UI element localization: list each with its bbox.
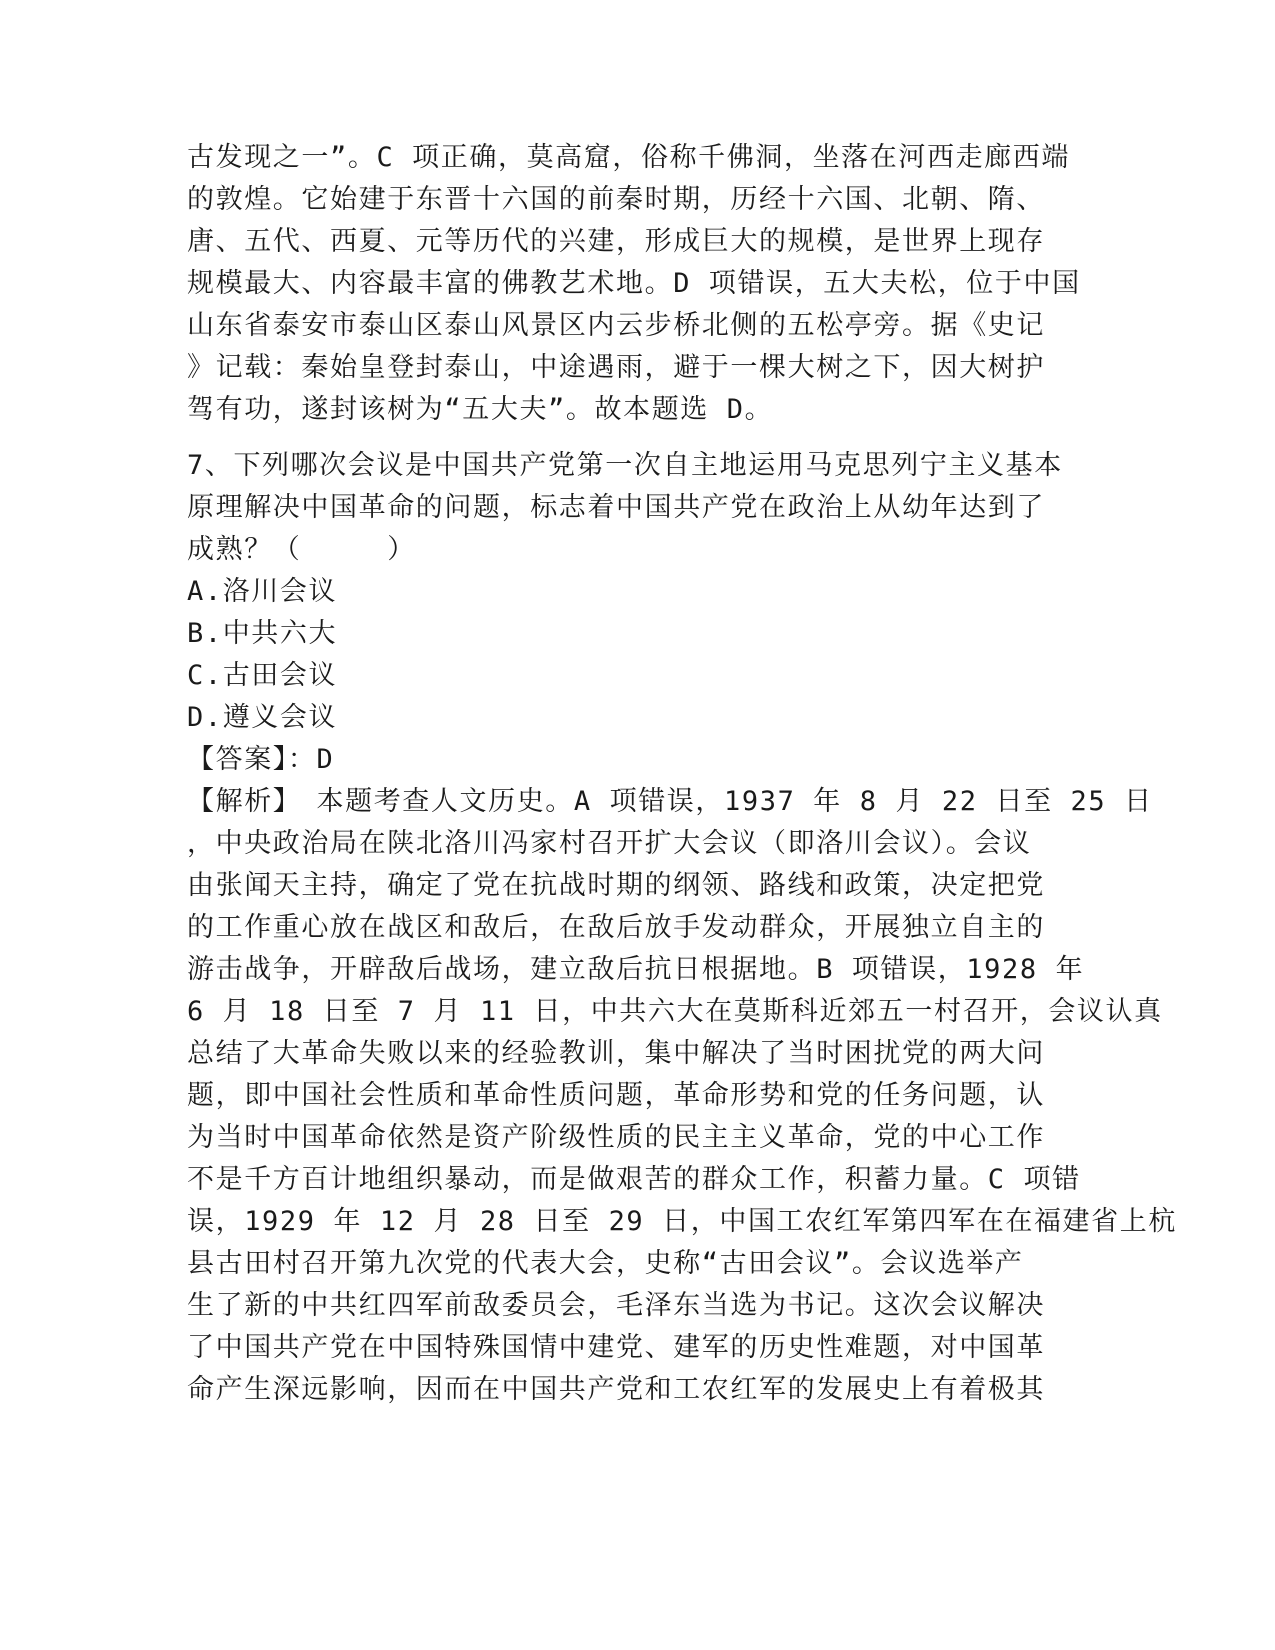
analysis-line: 为当时中国革命依然是资产阶级性质的民主主义革命，党的中心工作 <box>187 1122 1045 1153</box>
continuation-line: 驾有功，遂封该树为“五大夫”。故本题选 D。 <box>187 394 774 425</box>
analysis-line: 县古田村召开第九次党的代表大会，史称“古田会议”。会议选举产 <box>187 1248 1024 1279</box>
answer-line: 【答案】：D <box>187 744 335 775</box>
analysis-line: 6 月 18 日至 7 月 11 日，中共六大在莫斯科近郊五一村召开，会议认真 <box>187 996 1163 1027</box>
analysis-line: 误，1929 年 12 月 28 日至 29 日，中国工农红军第四军在在福建省上杭 <box>187 1206 1177 1237</box>
continuation-line: 山东省泰安市泰山区泰山风景区内云步桥北侧的五松亭旁。据《史记 <box>187 310 1045 341</box>
option-a: A.洛川会议 <box>187 576 338 607</box>
analysis-line: 题，即中国社会性质和革命性质问题，革命形势和党的任务问题，认 <box>187 1080 1045 1111</box>
analysis-line: 游击战争，开辟敌后战场，建立敌后抗日根据地。B 项错误，1928 年 <box>187 954 1085 985</box>
analysis-line: 不是千方百计地组织暴动，而是做艰苦的群众工作，积蓄力量。C 项错 <box>187 1164 1081 1195</box>
question-line: 成熟？（ ） <box>187 534 416 565</box>
analysis-line: 【解析】 本题考查人文历史。A 项错误，1937 年 8 月 22 日至 25 日 <box>187 786 1153 817</box>
continuation-line: 的敦煌。它始建于东晋十六国的前秦时期，历经十六国、北朝、隋、 <box>187 184 1045 215</box>
option-c: C.古田会议 <box>187 660 338 691</box>
analysis-line: 命产生深远影响，因而在中国共产党和工农红军的发展史上有着极其 <box>187 1374 1045 1405</box>
analysis-line: ，中央政治局在陕北洛川冯家村召开扩大会议（即洛川会议）。会议 <box>187 828 1032 859</box>
analysis-line: 生了新的中共红四军前敌委员会，毛泽东当选为书记。这次会议解决 <box>187 1290 1045 1321</box>
analysis-line: 了中国共产党在中国特殊国情中建党、建军的历史性难题，对中国革 <box>187 1332 1045 1363</box>
option-b: B.中共六大 <box>187 618 338 649</box>
continuation-line: 唐、五代、西夏、元等历代的兴建，形成巨大的规模，是世界上现存 <box>187 226 1045 257</box>
continuation-line: 》记载：秦始皇登封泰山，中途遇雨，避于一棵大树之下，因大树护 <box>187 352 1045 383</box>
question-line: 7、下列哪次会议是中国共产党第一次自主地运用马克思列宁主义基本 <box>187 450 1063 481</box>
continuation-line: 规模最大、内容最丰富的佛教艺术地。D 项错误，五大夫松，位于中国 <box>187 268 1081 299</box>
analysis-line: 总结了大革命失败以来的经验教训，集中解决了当时困扰党的两大问 <box>187 1038 1045 1069</box>
continuation-line: 古发现之一”。C 项正确，莫高窟，俗称千佛洞，坐落在河西走廊西端 <box>187 142 1070 173</box>
analysis-line: 的工作重心放在战区和敌后，在敌后放手发动群众，开展独立自主的 <box>187 912 1045 943</box>
analysis-line: 由张闻天主持，确定了党在抗战时期的纲领、路线和政策，决定把党 <box>187 870 1045 901</box>
question-line: 原理解决中国革命的问题，标志着中国共产党在政治上从幼年达到了 <box>187 492 1045 523</box>
option-d: D.遵义会议 <box>187 702 338 733</box>
